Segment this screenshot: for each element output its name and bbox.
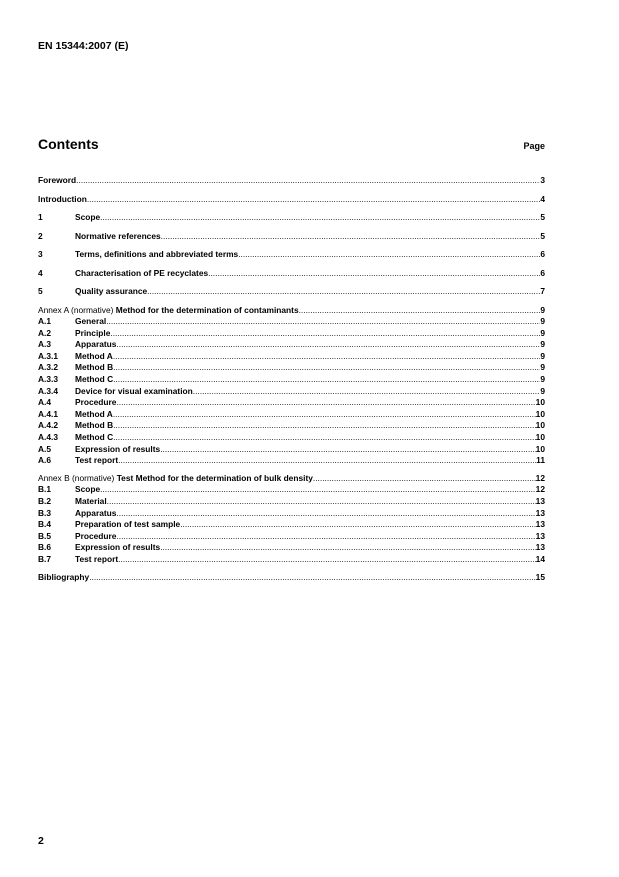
toc-page: 3 [540, 175, 545, 185]
toc-entry-a2[interactable] [38, 328, 545, 340]
toc-entry-clause-1[interactable] [38, 212, 545, 224]
toc-label: Method B [75, 362, 114, 373]
toc-entry-a4-1[interactable] [38, 409, 545, 421]
toc-entry-introduction[interactable] [38, 194, 545, 206]
toc-page: 10 [535, 397, 545, 408]
toc-page: 14 [535, 553, 545, 564]
toc-page: 13 [535, 519, 545, 530]
dot-leader [116, 531, 535, 543]
toc-page: 10 [535, 420, 545, 431]
dot-leader [113, 420, 536, 432]
toc-number: A.3.2 [38, 362, 59, 373]
toc-page: 13 [535, 496, 545, 506]
toc-label: Method A [75, 350, 113, 361]
toc-page: 10 [535, 432, 545, 443]
dot-leader [107, 496, 536, 508]
toc-entry-a3-1[interactable] [38, 351, 545, 363]
dot-leader [113, 432, 536, 444]
toc-label: Apparatus [75, 339, 117, 350]
dot-leader [299, 305, 541, 317]
toc-label: Preparation of test sample [75, 519, 181, 530]
toc-number: A.1 [38, 316, 52, 327]
dot-leader [100, 484, 536, 496]
toc-label: Quality assurance [75, 286, 148, 296]
dot-leader [76, 175, 540, 187]
toc-label: Bibliography [38, 571, 90, 582]
toc-label: Introduction [38, 193, 87, 204]
dot-leader [110, 328, 540, 340]
toc-entry-a3-2[interactable] [38, 362, 545, 374]
toc-number: B.3 [38, 507, 52, 518]
dot-leader [208, 268, 540, 280]
toc-number: A.4.3 [38, 432, 59, 443]
annex-qualifier: (normative) [68, 304, 116, 315]
toc-entry-annex-a[interactable] [38, 305, 545, 317]
toc-number: 3 [38, 249, 43, 259]
toc-label: Scope [75, 212, 101, 222]
dot-leader [160, 542, 535, 554]
dot-leader [147, 286, 540, 298]
toc-entry-clause-5[interactable] [38, 286, 545, 298]
toc-entry-a4[interactable] [38, 397, 545, 409]
toc-label: Method C [75, 432, 114, 443]
table-of-contents [38, 175, 545, 583]
toc-number: 4 [38, 267, 43, 278]
toc-number: B.1 [38, 484, 52, 495]
toc-entry-a6[interactable] [38, 455, 545, 467]
toc-page: 6 [540, 249, 545, 259]
toc-number: B.7 [38, 553, 52, 564]
toc-page: 11 [536, 455, 545, 466]
toc-page: 13 [535, 530, 545, 541]
toc-number: B.4 [38, 519, 52, 530]
toc-page: 9 [540, 304, 545, 315]
page-title: Contents [38, 136, 99, 152]
toc-number: 1 [38, 212, 43, 222]
toc-page: 9 [540, 385, 545, 396]
toc-label: Procedure [75, 530, 117, 541]
annex-qualifier: (normative) [69, 472, 117, 483]
dot-leader [160, 444, 535, 456]
dot-leader [161, 231, 541, 243]
page-number: 2 [38, 835, 44, 847]
dot-leader [313, 473, 536, 485]
toc-label: Test report [75, 553, 119, 564]
toc-page: 9 [540, 362, 545, 373]
dot-leader [118, 455, 536, 467]
toc-entry-b4[interactable] [38, 519, 545, 531]
toc-page: 7 [540, 286, 545, 296]
toc-number: B.2 [38, 496, 52, 506]
toc-page: 6 [540, 267, 545, 278]
toc-entry-b7[interactable] [38, 554, 545, 566]
toc-label: Foreword [38, 175, 77, 185]
toc-label: Expression of results [75, 443, 161, 454]
toc-label: Device for visual examination [75, 385, 193, 396]
toc-number: 2 [38, 230, 43, 241]
document-header: EN 15344:2007 (E) [38, 40, 129, 52]
dot-leader [106, 316, 540, 328]
toc-label: Apparatus [75, 507, 117, 518]
dot-leader [100, 212, 540, 224]
toc-entry-foreword[interactable] [38, 175, 545, 187]
toc-entry-b5[interactable] [38, 531, 545, 543]
toc-label: Test report [75, 455, 119, 466]
dot-leader [118, 554, 536, 566]
toc-entry-a3-3[interactable] [38, 374, 545, 386]
toc-entry-b6[interactable] [38, 542, 545, 554]
toc-page: 13 [535, 542, 545, 553]
toc-label: Material [75, 496, 107, 506]
toc-page: 9 [540, 350, 545, 361]
toc-entry-annex-b[interactable] [38, 473, 545, 485]
annex-title: Test Method for the determination of bulk density [116, 472, 313, 483]
page-column-label: Page [523, 141, 545, 151]
toc-page: 9 [540, 339, 545, 350]
toc-entry-a3[interactable] [38, 339, 545, 351]
dot-leader [238, 249, 540, 261]
toc-number: A.2 [38, 327, 52, 338]
toc-label: Method B [75, 420, 114, 431]
toc-page: 5 [540, 212, 545, 222]
toc-label: Scope [75, 484, 101, 495]
annex-prefix: Annex B [38, 472, 70, 483]
toc-page: 12 [535, 472, 545, 483]
toc-label: Principle [75, 327, 111, 338]
toc-number: A.3.3 [38, 374, 59, 385]
dot-leader [180, 519, 535, 531]
toc-number: B.6 [38, 542, 52, 553]
annex-prefix: Annex A [38, 304, 69, 315]
toc-entry-a5[interactable] [38, 444, 545, 456]
annex-title: Method for the determination of contaminants [115, 304, 299, 315]
toc-number: B.5 [38, 530, 52, 541]
toc-entry-b3[interactable] [38, 508, 545, 520]
toc-page: 15 [535, 571, 545, 582]
dot-leader [113, 409, 536, 421]
toc-page: 9 [540, 327, 545, 338]
dot-leader [113, 362, 540, 374]
toc-number: A.4.2 [38, 420, 59, 431]
toc-label: Terms, definitions and abbreviated terms [75, 249, 239, 259]
toc-label: Normative references [75, 230, 161, 241]
toc-label: Method C [75, 374, 114, 385]
toc-page: 13 [535, 507, 545, 518]
toc-entry-b1[interactable] [38, 484, 545, 496]
toc-page: 9 [540, 316, 545, 327]
dot-leader [116, 508, 535, 520]
toc-page: 4 [540, 193, 545, 204]
toc-entry-clause-3[interactable] [38, 249, 545, 261]
toc-entry-bibliography[interactable] [38, 572, 545, 584]
dot-leader [116, 397, 535, 409]
toc-number: 5 [38, 286, 43, 296]
dot-leader [116, 339, 540, 351]
toc-number: A.5 [38, 443, 52, 454]
toc-label: Procedure [75, 397, 117, 408]
toc-entry-a3-4[interactable] [38, 386, 545, 398]
dot-leader [89, 572, 535, 584]
toc-entry-a4-2[interactable] [38, 420, 545, 432]
toc-entry-a1[interactable] [38, 316, 545, 328]
toc-entry-b2[interactable] [38, 496, 545, 508]
dot-leader [113, 351, 540, 363]
toc-label: General [75, 316, 107, 327]
toc-page: 10 [535, 443, 545, 454]
toc-number: A.3.4 [38, 385, 59, 396]
toc-number: A.4.1 [38, 408, 59, 419]
toc-number: A.3.1 [38, 350, 59, 361]
toc-page: 10 [535, 408, 545, 419]
toc-number: A.6 [38, 455, 52, 466]
toc-entry-clause-4[interactable] [38, 268, 545, 280]
toc-number: A.4 [38, 397, 52, 408]
toc-label: Expression of results [75, 542, 161, 553]
toc-label: Method A [75, 408, 113, 419]
toc-label: Characterisation of PE recyclates [75, 267, 209, 278]
dot-leader [87, 194, 540, 206]
toc-page: 5 [540, 230, 545, 241]
toc-number: A.3 [38, 339, 52, 350]
dot-leader [113, 374, 540, 386]
dot-leader [193, 386, 541, 398]
toc-entry-a4-3[interactable] [38, 432, 545, 444]
toc-entry-clause-2[interactable] [38, 231, 545, 243]
toc-page: 9 [540, 374, 545, 385]
toc-page: 12 [535, 484, 545, 495]
